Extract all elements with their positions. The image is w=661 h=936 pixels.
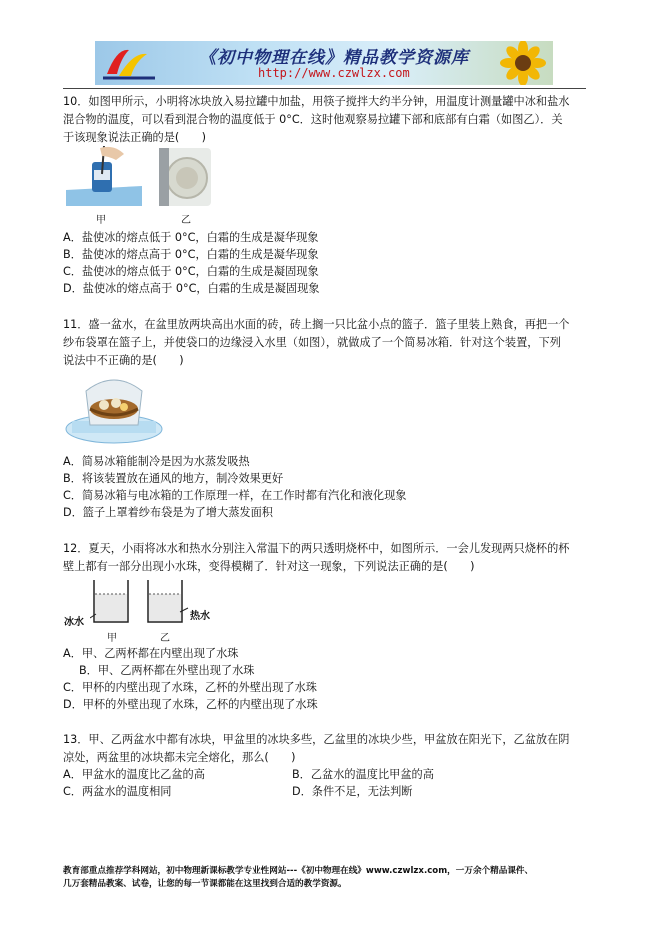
footer-note [63,865,603,891]
q11-option-d[interactable]: D．篮子上罩着纱布袋是为了增大蒸发面积 [63,506,273,519]
q10-stem-line: 10．如图甲所示，小明将冰块放入易拉罐中加盐，用筷子搅拌大约半分钟，用温度计测量罐中冰和盐水 [63,95,570,108]
q13-stem [63,731,593,767]
q10-figure-a-label: 甲 [96,215,106,226]
banner-title: 《初中物理在线》精品教学资源库 [199,48,469,68]
q12-stem-line: 12．夏天，小雨将冰水和热水分别注入常温下的两只透明烧杯中，如图所示．一会儿发现两只烧杯的杯 [63,542,570,555]
q11-stem [63,316,593,370]
q12-stem-line: 壁上都有一部分出现小水珠，变得模糊了．针对这一现象，下列说法正确的是( ) [63,560,475,573]
q10-stem-line: 于该现象说法正确的是( ) [63,131,206,144]
q11-stem-line: 纱布袋罩在篮子上，并使袋口的边缘浸入水里（如图），就做成了一个简易冰箱．针对这个装置，下列 [63,336,561,349]
q12-option-d[interactable]: D．甲杯的外壁出现了水珠，乙杯的内壁出现了水珠 [63,698,318,711]
q11-option-b[interactable]: B．将该装置放在通风的地方，制冷效果更好 [63,472,284,485]
q10-options [63,229,319,297]
q10-stem [63,93,593,147]
q13-stem-line: 13．甲、乙两盆水中都有冰块，甲盆里的冰块多些，乙盆里的冰块少些，甲盆放在阳光下，乙盆放在阴 [63,733,570,746]
q11-option-c[interactable]: C．简易冰箱与电冰箱的工作原理一样，在工作时都有汽化和液化现象 [63,489,407,502]
footer-line: 几万套精品教案、试卷，让您的每一节课都能在这里找到合适的教学资源。 [63,879,347,889]
q10-figure-a [64,146,144,208]
q13-option-b[interactable]: B．乙盆水的温度比甲盆的高 [292,768,434,781]
q13-option-d[interactable]: D．条件不足，无法判断 [292,785,413,798]
q12-label-ice-water: 冰水 [64,617,84,628]
q12-figure-a-label: 甲 [107,633,117,644]
q12-option-b[interactable]: B．甲、乙两杯都在外壁出现了水珠 [79,664,255,677]
q12-figure-b-label: 乙 [160,633,170,644]
header-rule [63,88,586,89]
q10-option-b[interactable]: B．盐使冰的熔点高于 0°C，白霜的生成是凝华现象 [63,248,319,261]
q10-option-a[interactable]: A．盐使冰的熔点低于 0°C，白霜的生成是凝华现象 [63,231,319,244]
q12-label-hot-water: 热水 [190,611,210,622]
footer-line: 教育部重点推荐学科网站，初中物理新课标教学专业性网站---《初中物理在线》www.czwlzx.com，一万余个精品课件、 [63,866,534,876]
q13-option-a[interactable]: A．甲盆水的温度比乙盆的高 [63,768,205,781]
q11-stem-line: 11．盛一盆水，在盆里放两块高出水面的砖，砖上搁一只比盆小点的篮子．篮子里装上熟食，再把一个 [63,318,570,331]
q10-option-d[interactable]: D．盐使冰的熔点高于 0°C，白霜的生成是凝固现象 [63,282,320,295]
banner-url[interactable]: http://www.czwlzx.com [258,66,410,80]
q10-figure-b-label: 乙 [181,215,191,226]
q12-stem [63,540,593,576]
sunflower-icon [493,41,551,85]
q12-options [63,645,318,713]
q12-figure [90,578,190,626]
q10-figure-b [157,146,213,208]
q12-option-c[interactable]: C．甲杯的内壁出现了水珠，乙杯的外壁出现了水珠 [63,681,317,694]
q13-stem-line: 凉处，两盆里的冰块都未完全熔化，那么( ) [63,751,296,764]
site-logo-icon [99,44,161,82]
q11-stem-line: 说法中不正确的是( ) [63,354,184,367]
q13-option-c[interactable]: C．两盆水的温度相同 [63,785,172,798]
q11-options [63,453,406,521]
header-banner [95,41,553,85]
q10-stem-line: 混合物的温度，可以看到混合物的温度低于 0°C．这时他观察易拉罐下部和底部有白霜（如图乙）．关 [63,113,563,126]
q10-option-c[interactable]: C．盐使冰的熔点低于 0°C，白霜的生成是凝固现象 [63,265,319,278]
q11-figure [64,373,164,447]
q11-option-a[interactable]: A．简易冰箱能制冷是因为水蒸发吸热 [63,455,250,468]
q12-option-a[interactable]: A．甲、乙两杯都在内壁出现了水珠 [63,647,239,660]
